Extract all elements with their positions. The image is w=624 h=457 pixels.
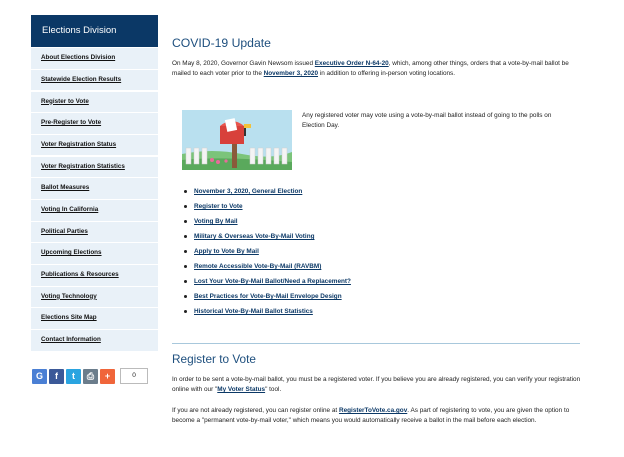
google-icon[interactable]: G <box>32 369 47 384</box>
register-text-3: If you are not already registered, you can register online at <box>172 407 339 414</box>
section-divider <box>172 343 580 344</box>
register-heading: Register to Vote <box>172 352 256 366</box>
list-item <box>182 199 351 214</box>
executive-order-link[interactable]: Executive Order N-64-20 <box>314 60 389 67</box>
vote-by-mail-link[interactable]: Apply to Vote By Mail <box>194 248 259 255</box>
sidebar-item-register-to-vote[interactable]: Register to Vote <box>31 92 158 113</box>
sidebar-item-pre-register-to-vote[interactable]: Pre-Register to Vote <box>31 113 158 134</box>
election-date-link[interactable]: November 3, 2020 <box>263 70 319 77</box>
intro-text-1: On May 8, 2020, Governor Gavin Newsom issued <box>172 60 315 67</box>
list-item <box>182 259 351 274</box>
register-paragraph-2 <box>172 406 582 426</box>
list-item <box>182 274 351 289</box>
hero-text: Any registered voter may vote using a vote-by-mail ballot instead of going to the polls on Election Day. <box>302 112 552 129</box>
register-text-4: . As part of registering to vote, you are given the option to become a "permanent vote-by-mail voter," which means you would automatically receive a ballot in the mail before each election. <box>172 407 570 424</box>
sidebar-item-contact-information[interactable]: Contact Information <box>31 330 158 351</box>
list-item <box>182 184 351 199</box>
sidebar-item-political-parties[interactable]: Political Parties <box>31 222 158 243</box>
covid-intro <box>172 59 580 79</box>
sidebar-title[interactable]: Elections Division <box>31 15 158 47</box>
list-item <box>182 244 351 259</box>
register-to-vote-link[interactable]: RegisterToVote.ca.gov <box>338 407 408 414</box>
list-item <box>182 304 351 319</box>
sidebar-item-elections-site-map[interactable]: Elections Site Map <box>31 308 158 329</box>
facebook-icon[interactable]: f <box>49 369 64 384</box>
page-title: COVID-19 Update <box>172 36 271 50</box>
twitter-icon[interactable]: t <box>66 369 81 384</box>
list-item <box>182 229 351 244</box>
list-item <box>182 289 351 304</box>
sidebar-nav <box>31 48 158 350</box>
sidebar-item-about-elections-division[interactable]: About Elections Division <box>31 48 158 69</box>
plus-icon[interactable]: + <box>100 369 115 384</box>
sidebar-item-publications-resources[interactable]: Publications & Resources <box>31 265 158 286</box>
sidebar-item-statewide-election-results[interactable]: Statewide Election Results <box>31 70 158 91</box>
sidebar-item-voter-registration-statistics[interactable]: Voter Registration Statistics <box>31 157 158 178</box>
share-count: 0 <box>120 368 148 384</box>
sidebar-item-upcoming-elections[interactable]: Upcoming Elections <box>31 243 158 264</box>
vote-by-mail-links <box>182 184 351 319</box>
vote-by-mail-link[interactable]: Register to Vote <box>194 203 243 210</box>
sidebar-item-voting-in-california[interactable]: Voting In California <box>31 200 158 221</box>
vote-by-mail-link[interactable]: Voting By Mail <box>194 218 238 225</box>
vote-by-mail-link[interactable]: Military & Overseas Vote-By-Mail Voting <box>194 233 315 240</box>
my-voter-status-link[interactable]: My Voter Status <box>217 386 266 393</box>
sidebar-item-voter-registration-status[interactable]: Voter Registration Status <box>31 135 158 156</box>
register-paragraph-1 <box>172 375 582 395</box>
sidebar-item-ballot-measures[interactable]: Ballot Measures <box>31 178 158 199</box>
list-item <box>182 214 351 229</box>
sidebar <box>31 15 158 351</box>
print-icon[interactable]: ⎙ <box>83 369 98 384</box>
intro-text-3: in addition to offering in-person voting locations. <box>318 70 456 77</box>
intro-text-2: , which, among other things, orders that a vote-by-mail ballot be mailed to each voter prior to the <box>172 60 569 77</box>
register-text-2: " tool. <box>265 386 282 393</box>
mailbox-illustration <box>182 110 292 170</box>
vote-by-mail-link[interactable]: Historical Vote-By-Mail Ballot Statistics <box>194 308 313 315</box>
vote-by-mail-link[interactable]: Lost Your Vote-By-Mail Ballot/Need a Replacement? <box>194 278 351 285</box>
vote-by-mail-link[interactable]: Best Practices for Vote-By-Mail Envelope Design <box>194 293 342 300</box>
vote-by-mail-link[interactable]: November 3, 2020, General Election <box>194 188 303 195</box>
register-text-1: In order to be sent a vote-by-mail ballot, you must be a registered voter. If you believe you are already registered, you can verify your registration online with our " <box>172 376 581 393</box>
share-bar <box>32 368 148 384</box>
sidebar-item-voting-technology[interactable]: Voting Technology <box>31 287 158 308</box>
vote-by-mail-link[interactable]: Remote Accessible Vote-By-Mail (RAVBM) <box>194 263 322 270</box>
